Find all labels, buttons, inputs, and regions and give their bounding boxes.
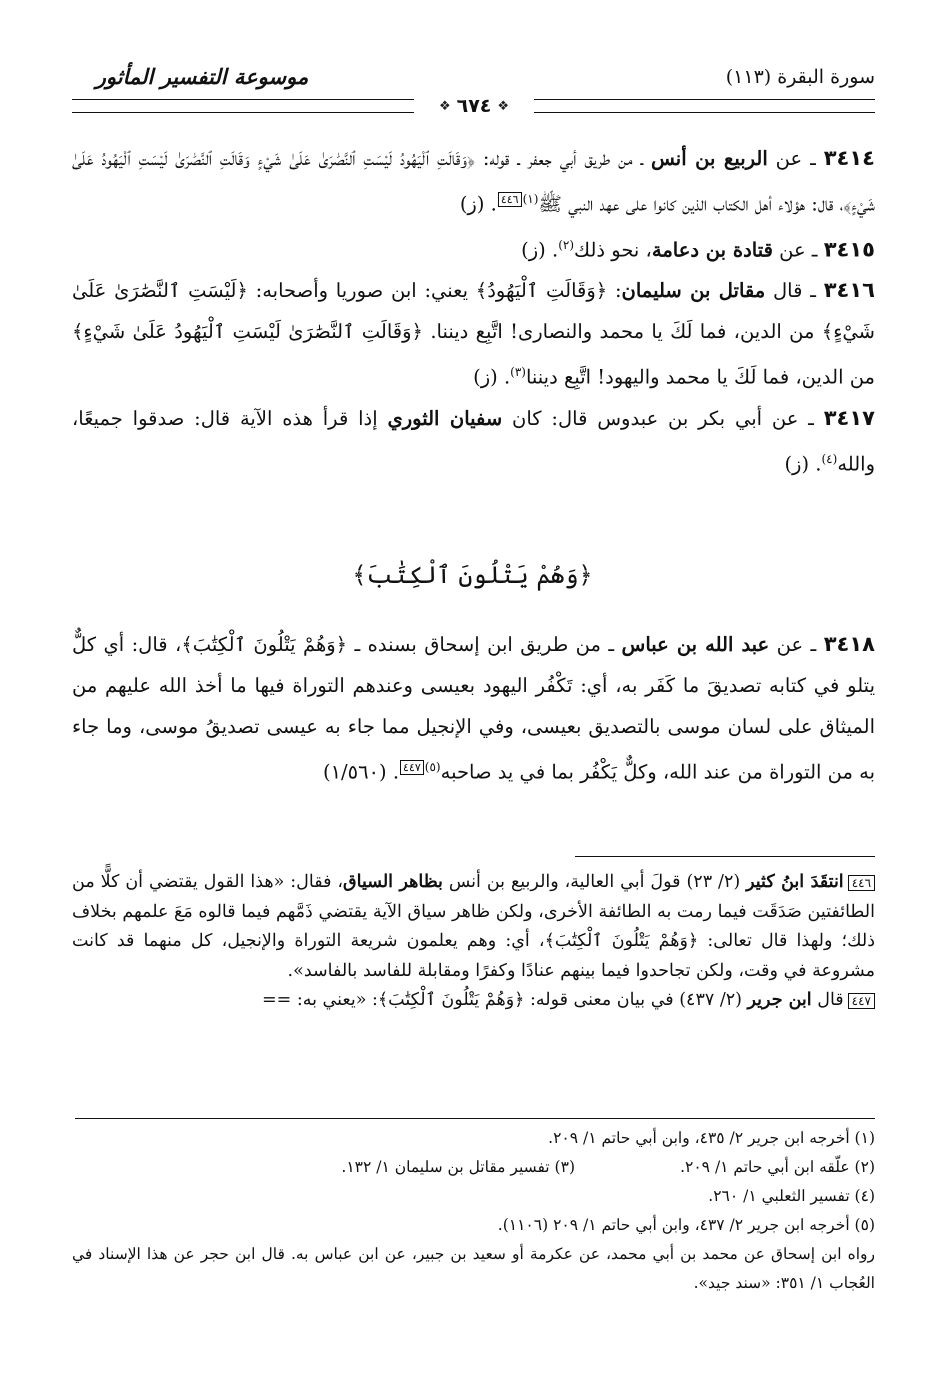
main-text-2 (72, 624, 875, 793)
text: ـ عن (767, 147, 824, 170)
text: ـ عن (769, 633, 824, 656)
text: ـ من طريق أبي جعفر ـ قوله: ﴿وَقَالَتِ ٱلْيَهُودُ لَيْسَتِ ٱلنَّصَٰرَىٰ عَلَىٰ شَيْءٍ وَقَالَتِ ٱلنَّصَٰرَىٰ لَيْسَتِ ٱلْيَهُودُ عَلَىٰ شَيْءٍ﴾، قال: هؤلاء أهل الكتاب الذين كانوا على عهد النبي ﷺ (72, 147, 875, 216)
text: ـ قال (765, 279, 824, 302)
footnote-marker[interactable]: (١) (522, 192, 539, 206)
book-title-header: موسوعة التفسير المأثور (95, 64, 309, 89)
text: . (ز) (521, 238, 559, 261)
narrator-name: مقاتل بن سليمان (621, 279, 766, 302)
text: ، نحو ذلك (574, 238, 652, 261)
text: (٢/ ٢٣) قولَ أبي العالية، والربيع بن أنس (442, 872, 747, 892)
ornament-left-icon: ❖ (438, 98, 451, 114)
paragraph-number: ٣٤١٦ (823, 278, 875, 302)
scholar-notes (72, 868, 875, 1016)
notes-divider (575, 856, 875, 857)
text: . (١/٥٦٠) (322, 760, 400, 784)
ornament-right-icon: ❖ (497, 98, 510, 114)
footnote-marker[interactable]: (٤) (821, 451, 838, 466)
text: : ﴿وَقَالَتِ ٱلْيَهُودُ﴾ يعني: ابن صوريا وأصحابه: ﴿لَيْسَتِ ٱلنَّصَٰرَىٰ عَلَىٰ شَيْءٍ﴾ من الدين، فما لَكَ يا محمد والنصارى! اتَّبِع ديننا. ﴿وَقَالَتِ ٱلنَّصَٰرَىٰ لَيْسَتِ ٱلْيَهُودُ عَلَىٰ شَيْءٍ﴾ من الدين، فما لَكَ يا محمد واليهود! اتَّبِع ديننا (72, 279, 875, 389)
footnote-marker[interactable]: (٣) (510, 365, 526, 379)
text: . (ز) (784, 452, 822, 475)
paragraph-number: ٣٤١٤ (823, 146, 875, 170)
footnote-marker[interactable]: (٥) (424, 760, 441, 774)
footnote-5-continuation: رواه ابن إسحاق عن محمد بن أبي محمد، عن عكرمة أو سعيد بن جبير، عن ابن عباس به. قال ابن حجر عن هذا الإسناد في العُجاب ١/ ٣٥١: «سند جيد». (72, 1245, 875, 1292)
footnote-2: (٢) علّقه ابن أبي حاتم ١/ ٢٠٩. (680, 1158, 875, 1176)
paragraph-number: ٣٤١٥ (823, 237, 875, 261)
paragraph-3416 (72, 270, 875, 398)
text: ، فقال: «هذا القول يقتضي أن كلًّا من الطائفتين صَدَقَت فيما رمت به الطائفة الأخرى، ولكن ظاهر سياق الآية يقتضي ذَمَّهم فيما قالوه مَعَ علمهم بخلاف ذلك؛ ولهذا قال تعالى: ﴿وَهُمْ يَتْلُونَ ٱلْكِتَٰبَ﴾، أي: وهم يعلمون شريعة التوراة والإنجيل، كل منهما قد كانت مشروعة في وقت، ولكن تجاحدوا فيما بينهم عنادًا وكفرًا ومقابلة للفاسد بالفاسد». (72, 872, 875, 981)
paragraph-number: ٣٤١٧ (823, 405, 875, 430)
footnote-row (72, 1153, 875, 1182)
note-reference[interactable]: ٤٤٦ (498, 192, 522, 207)
narrator-name: الربيع بن أنس (650, 147, 768, 170)
text: (٢/ ٤٣٧) في بيان معنى قوله: ﴿وَهُمْ يَتْلُونَ ٱلْكِتَٰبَ﴾: «يعني به: == (261, 990, 748, 1010)
note-number: ٤٤٧ (848, 993, 875, 1009)
narrator-name: عبد الله بن عباس (621, 633, 770, 656)
paragraph-3415 (72, 225, 875, 271)
paragraph-3418 (72, 624, 875, 793)
narrator-name: قتادة بن دعامة (651, 238, 773, 261)
narrator-name: سفيان الثوري (387, 406, 503, 430)
footnote-marker[interactable]: (٢) (558, 237, 575, 252)
note-446 (72, 868, 875, 986)
bold-phrase: بظاهر السياق (343, 872, 443, 892)
footnotes (72, 1124, 875, 1298)
footnotes-divider (75, 1118, 875, 1119)
footnote-4: (٤) تفسير الثعلبي ١/ ٢٦٠. (708, 1187, 875, 1205)
paragraph-number: ٣٤١٨ (823, 632, 875, 656)
footnote-5: (٥) أخرجه ابن جرير ٢/ ٤٣٧، وابن أبي حاتم ١/ ٢٠٩ (١١٠٦). (497, 1216, 875, 1234)
text: إذا قرأ هذه الآية قال: صدقوا جميعًا، والله (72, 406, 875, 475)
note-number: ٤٤٦ (848, 875, 875, 891)
paragraph-3414 (72, 138, 875, 225)
page-number: ٦٧٤ (456, 95, 492, 117)
footnote-3: (٣) تفسير مقاتل بن سليمان ١/ ١٣٢. (341, 1158, 575, 1176)
text: ـ من طريق ابن إسحاق بسنده ـ ﴿وَهُمْ يَتْلُونَ ٱلْكِتَٰبَ﴾، قال: أي كلٌّ يتلو في كتابه تصديقَ ما كَفَر به، أي: تَكْفُر اليهود بعيسى وعندهم التوراة فيها ما أخذ الله عليهم من الميثاق على لسان موسى بالتصديق بعيسى، وفي الإنجيل مما جاء به عيسى تصديقُ موسى، وما جاء به من التوراة من عند الله، وكلٌّ يَكْفُر بما في يد صاحبه (72, 633, 875, 784)
note-scholar: ابن جرير (747, 990, 812, 1010)
main-text (72, 138, 875, 484)
paragraph-3417 (72, 398, 875, 485)
note-447 (72, 986, 875, 1016)
text: . (ز) (459, 192, 497, 216)
footnote-1: (١) أخرجه ابن جرير ٢/ ٤٣٥، وابن أبي حاتم ١/ ٢٠٩. (548, 1129, 875, 1147)
page-number-box (414, 92, 534, 120)
verse-heading: ﴿وَهُمْ يَتْلُونَ ٱلْكِتَٰبَ﴾ (352, 561, 593, 589)
text: ـ عن (772, 238, 824, 261)
note-reference[interactable]: ٤٤٧ (400, 760, 424, 775)
note-scholar: انتقَدَ ابنُ كثير (746, 872, 844, 892)
text: . (ز) (473, 365, 511, 389)
surah-header: سورة البقرة (١١٣) (725, 66, 875, 88)
text: قال (811, 990, 844, 1010)
text: ـ عن أبي بكر بن عبدوس قال: كان (502, 406, 824, 430)
